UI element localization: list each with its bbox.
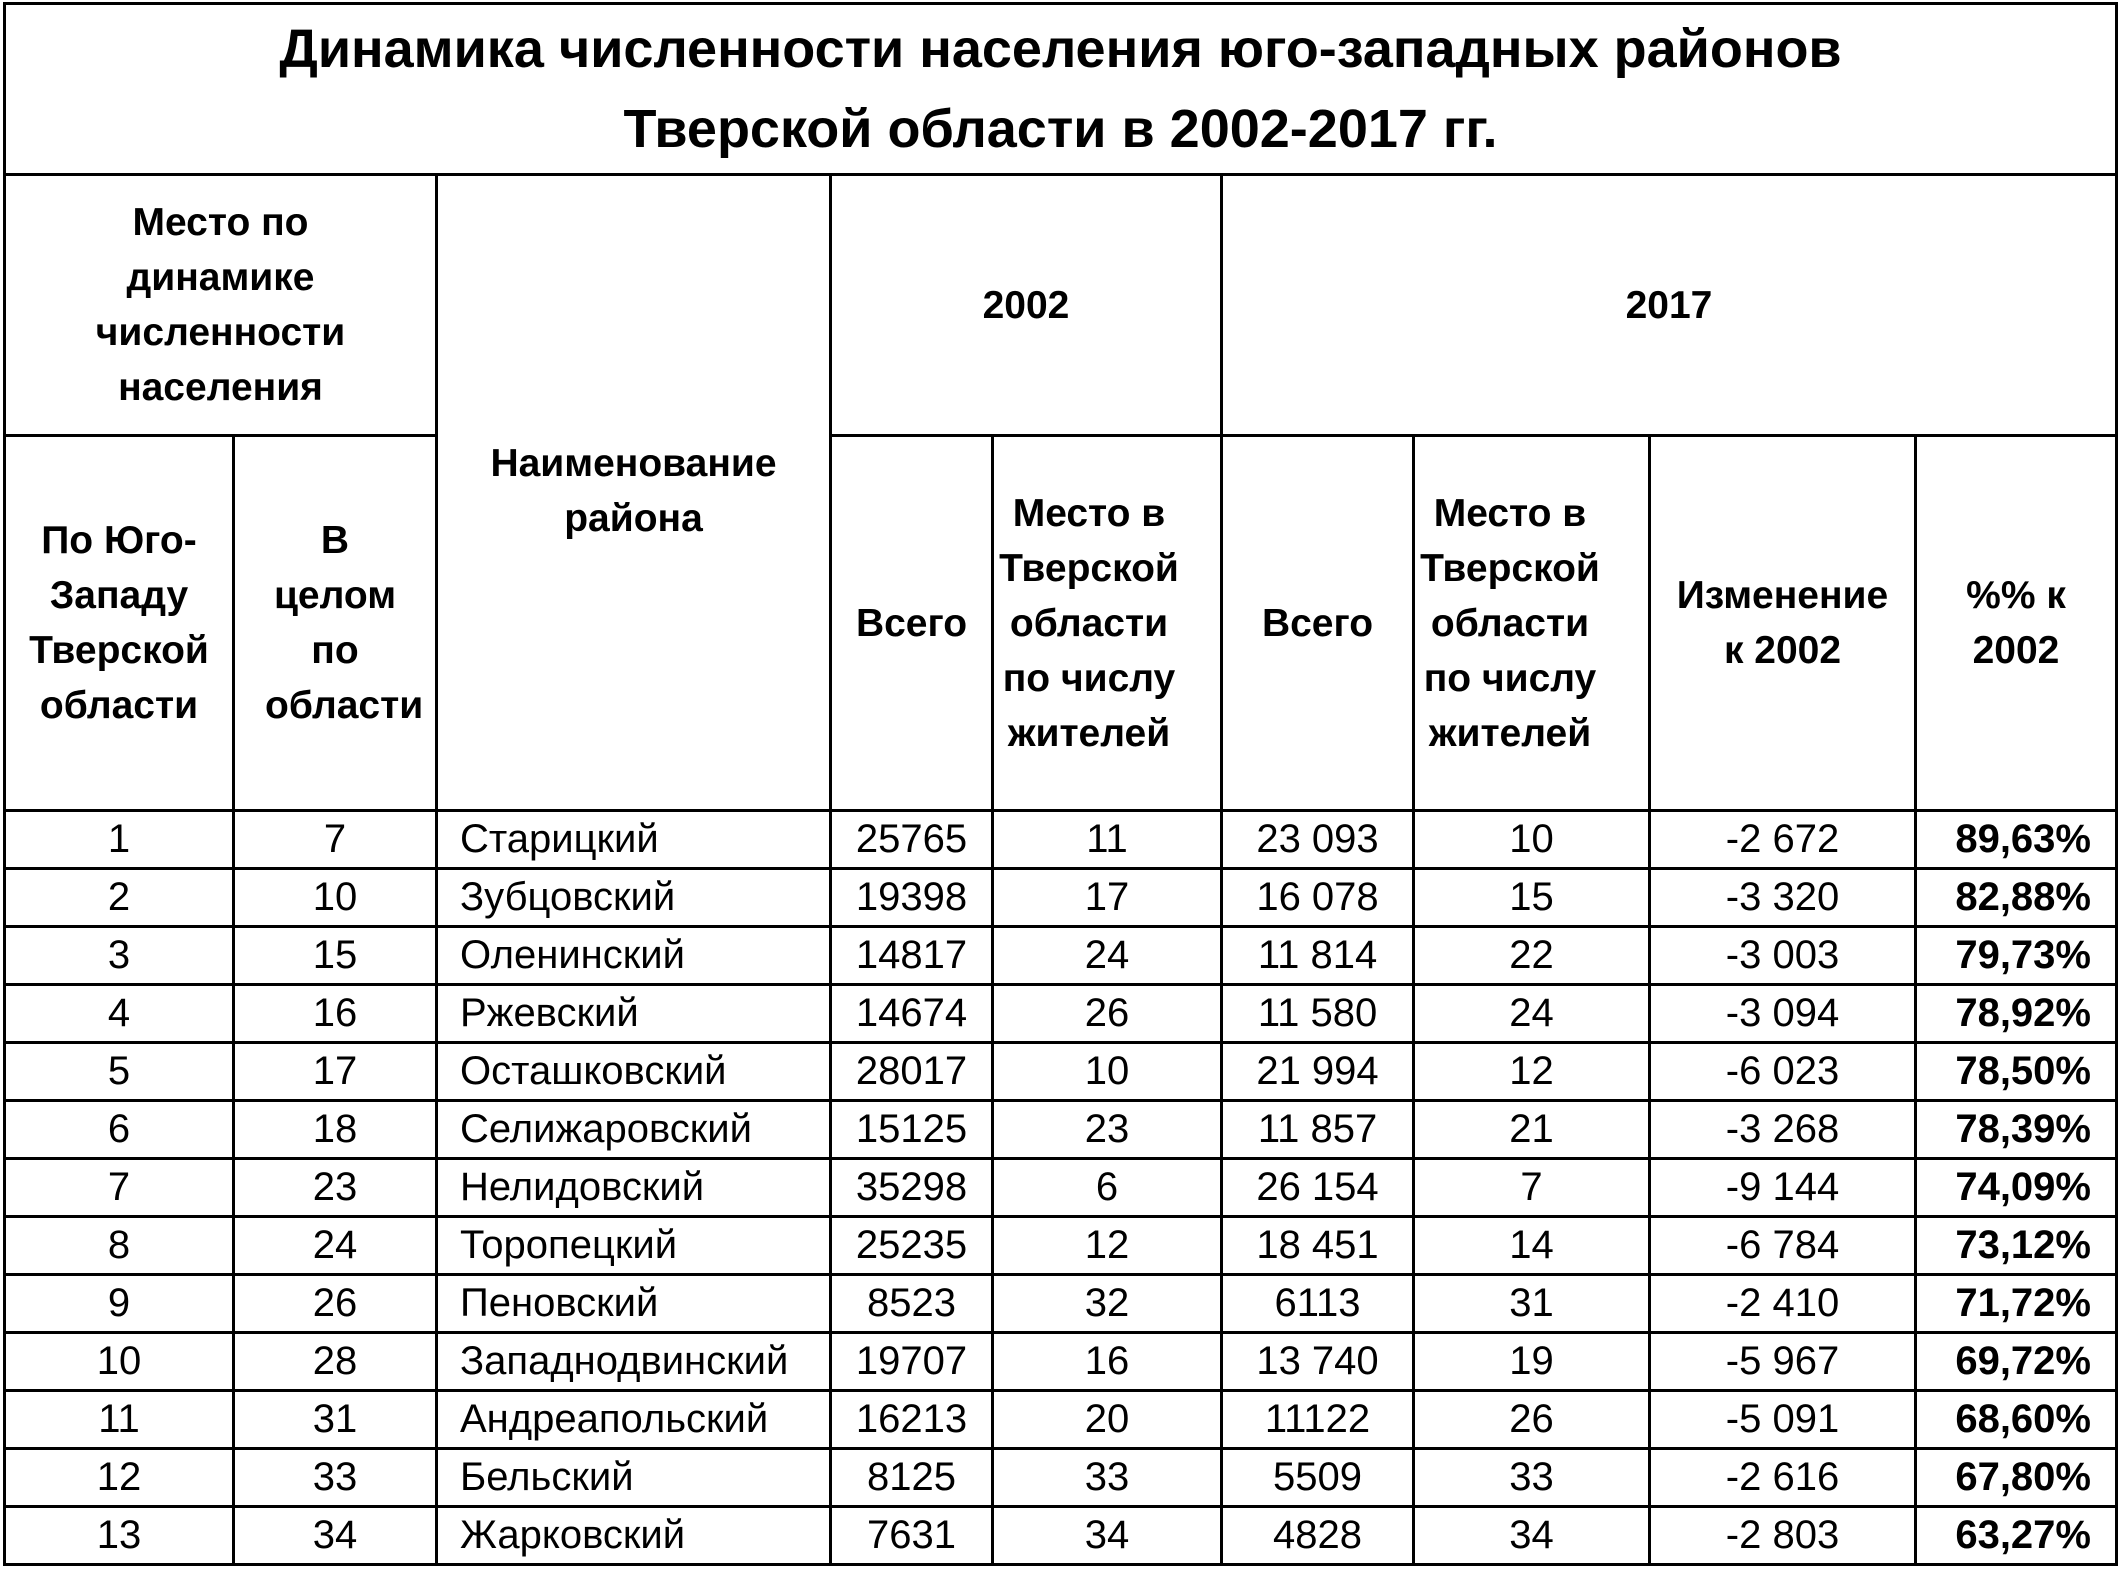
rank-2017-cell: 10 [1414,811,1650,869]
region-place-cell: 31 [234,1391,437,1449]
change-cell: -5 091 [1650,1391,1916,1449]
rank-2002-cell: 24 [993,927,1222,985]
sw-place-cell: 2 [5,869,234,927]
rank-2017-cell: 19 [1414,1333,1650,1391]
total-2002-cell: 8125 [831,1449,993,1507]
total-2002-cell: 15125 [831,1101,993,1159]
total-2002-cell: 16213 [831,1391,993,1449]
table-row [5,1333,2117,1391]
total-2017-cell: 26 154 [1222,1159,1414,1217]
rank-2017-cell: 15 [1414,869,1650,927]
header-year-2017: 2017 [1222,175,2117,436]
total-2017-cell: 23 093 [1222,811,1414,869]
district-name-cell: Пеновский [437,1275,831,1333]
percent-cell: 63,27% [1916,1507,2117,1565]
total-2017-cell: 13 740 [1222,1333,1414,1391]
total-2017-cell: 21 994 [1222,1043,1414,1101]
sw-place-cell: 7 [5,1159,234,1217]
total-2017-cell: 16 078 [1222,869,1414,927]
total-2017-cell: 6113 [1222,1275,1414,1333]
region-place-cell: 18 [234,1101,437,1159]
rank-2002-cell: 34 [993,1507,1222,1565]
header-place-group: Место по динамике численности населения [5,175,437,436]
rank-2002-cell: 20 [993,1391,1222,1449]
percent-cell: 67,80% [1916,1449,2117,1507]
sw-place-cell: 1 [5,811,234,869]
total-2017-cell: 11 814 [1222,927,1414,985]
rank-2017-cell: 26 [1414,1391,1650,1449]
sw-place-cell: 12 [5,1449,234,1507]
district-name-cell: Торопецкий [437,1217,831,1275]
district-name-cell: Старицкий [437,811,831,869]
table-row [5,869,2117,927]
district-name-cell: Ржевский [437,985,831,1043]
change-cell: -3 320 [1650,869,1916,927]
header-change: Изменение к 2002 [1650,436,1916,811]
change-cell: -6 784 [1650,1217,1916,1275]
rank-2002-cell: 33 [993,1449,1222,1507]
total-2002-cell: 14817 [831,927,993,985]
rank-2017-cell: 12 [1414,1043,1650,1101]
percent-cell: 79,73% [1916,927,2117,985]
total-2017-cell: 5509 [1222,1449,1414,1507]
table-row [5,1275,2117,1333]
region-place-cell: 26 [234,1275,437,1333]
rank-2017-cell: 7 [1414,1159,1650,1217]
district-name-cell: Нелидовский [437,1159,831,1217]
sw-place-cell: 8 [5,1217,234,1275]
total-2002-cell: 25765 [831,811,993,869]
table-row [5,985,2117,1043]
total-2017-cell: 4828 [1222,1507,1414,1565]
header-year-2002: 2002 [831,175,1222,436]
total-2002-cell: 19707 [831,1333,993,1391]
rank-2017-cell: 21 [1414,1101,1650,1159]
rank-2017-cell: 31 [1414,1275,1650,1333]
percent-cell: 68,60% [1916,1391,2117,1449]
district-name-cell: Селижаровский [437,1101,831,1159]
percent-cell: 69,72% [1916,1333,2117,1391]
header-sw-place: По Юго-Западу Тверской области [5,436,234,811]
total-2002-cell: 19398 [831,869,993,927]
region-place-cell: 7 [234,811,437,869]
region-place-cell: 34 [234,1507,437,1565]
total-2002-cell: 14674 [831,985,993,1043]
district-name-cell: Осташковский [437,1043,831,1101]
district-name-cell: Западнодвинский [437,1333,831,1391]
rank-2017-cell: 33 [1414,1449,1650,1507]
district-name-cell: Оленинский [437,927,831,985]
table-row [5,1391,2117,1449]
change-cell: -3 003 [1650,927,1916,985]
sw-place-cell: 13 [5,1507,234,1565]
rank-2002-cell: 23 [993,1101,1222,1159]
district-name-cell: Андреапольский [437,1391,831,1449]
header-total-2002: Всего [831,436,993,811]
total-2002-cell: 25235 [831,1217,993,1275]
sw-place-cell: 6 [5,1101,234,1159]
change-cell: -5 967 [1650,1333,1916,1391]
change-cell: -2 803 [1650,1507,1916,1565]
header-region-place: В целом по области [234,436,437,811]
table-row [5,927,2117,985]
sw-place-cell: 9 [5,1275,234,1333]
table-row [5,1159,2117,1217]
region-place-cell: 10 [234,869,437,927]
table-row [5,1507,2117,1565]
change-cell: -2 616 [1650,1449,1916,1507]
change-cell: -6 023 [1650,1043,1916,1101]
region-place-cell: 15 [234,927,437,985]
rank-2002-cell: 6 [993,1159,1222,1217]
header-total-2017: Всего [1222,436,1414,811]
percent-cell: 82,88% [1916,869,2117,927]
region-place-cell: 28 [234,1333,437,1391]
rank-2017-cell: 14 [1414,1217,1650,1275]
sw-place-cell: 4 [5,985,234,1043]
rank-2002-cell: 17 [993,869,1222,927]
table-row [5,1217,2117,1275]
total-2017-cell: 11 580 [1222,985,1414,1043]
region-place-cell: 16 [234,985,437,1043]
table-row [5,1449,2117,1507]
district-name-cell: Бельский [437,1449,831,1507]
sw-place-cell: 11 [5,1391,234,1449]
table-title-line-1: Динамика численности населения юго-западных районов [279,19,1842,79]
sw-place-cell: 5 [5,1043,234,1101]
total-2017-cell: 18 451 [1222,1217,1414,1275]
change-cell: -9 144 [1650,1159,1916,1217]
rank-2002-cell: 26 [993,985,1222,1043]
header-rank-2002: Место в Тверской области по числу жителей [993,436,1222,811]
total-2002-cell: 8523 [831,1275,993,1333]
header-rank-2017: Место в Тверской области по числу жителей [1414,436,1650,811]
percent-cell: 71,72% [1916,1275,2117,1333]
region-place-cell: 24 [234,1217,437,1275]
rank-2002-cell: 10 [993,1043,1222,1101]
change-cell: -3 268 [1650,1101,1916,1159]
region-place-cell: 17 [234,1043,437,1101]
rank-2002-cell: 16 [993,1333,1222,1391]
rank-2017-cell: 24 [1414,985,1650,1043]
change-cell: -3 094 [1650,985,1916,1043]
change-cell: -2 672 [1650,811,1916,869]
district-name-cell: Жарковский [437,1507,831,1565]
change-cell: -2 410 [1650,1275,1916,1333]
total-2017-cell: 11122 [1222,1391,1414,1449]
rank-2002-cell: 32 [993,1275,1222,1333]
total-2002-cell: 28017 [831,1043,993,1101]
table-title-line-2: Тверской области в 2002-2017 гг. [623,99,1498,159]
table-row [5,1043,2117,1101]
percent-cell: 73,12% [1916,1217,2117,1275]
region-place-cell: 33 [234,1449,437,1507]
population-table [3,2,2118,1566]
rank-2017-cell: 34 [1414,1507,1650,1565]
rank-2002-cell: 12 [993,1217,1222,1275]
percent-cell: 74,09% [1916,1159,2117,1217]
total-2002-cell: 35298 [831,1159,993,1217]
header-district-name: Наименование района [437,175,831,811]
percent-cell: 89,63% [1916,811,2117,869]
percent-cell: 78,50% [1916,1043,2117,1101]
rank-2002-cell: 11 [993,811,1222,869]
rank-2017-cell: 22 [1414,927,1650,985]
sw-place-cell: 10 [5,1333,234,1391]
total-2017-cell: 11 857 [1222,1101,1414,1159]
header-percent: %% к 2002 [1916,436,2117,811]
district-name-cell: Зубцовский [437,869,831,927]
region-place-cell: 23 [234,1159,437,1217]
sw-place-cell: 3 [5,927,234,985]
percent-cell: 78,92% [1916,985,2117,1043]
total-2002-cell: 7631 [831,1507,993,1565]
table-row [5,1101,2117,1159]
percent-cell: 78,39% [1916,1101,2117,1159]
table-title [5,4,2117,175]
table-row [5,811,2117,869]
